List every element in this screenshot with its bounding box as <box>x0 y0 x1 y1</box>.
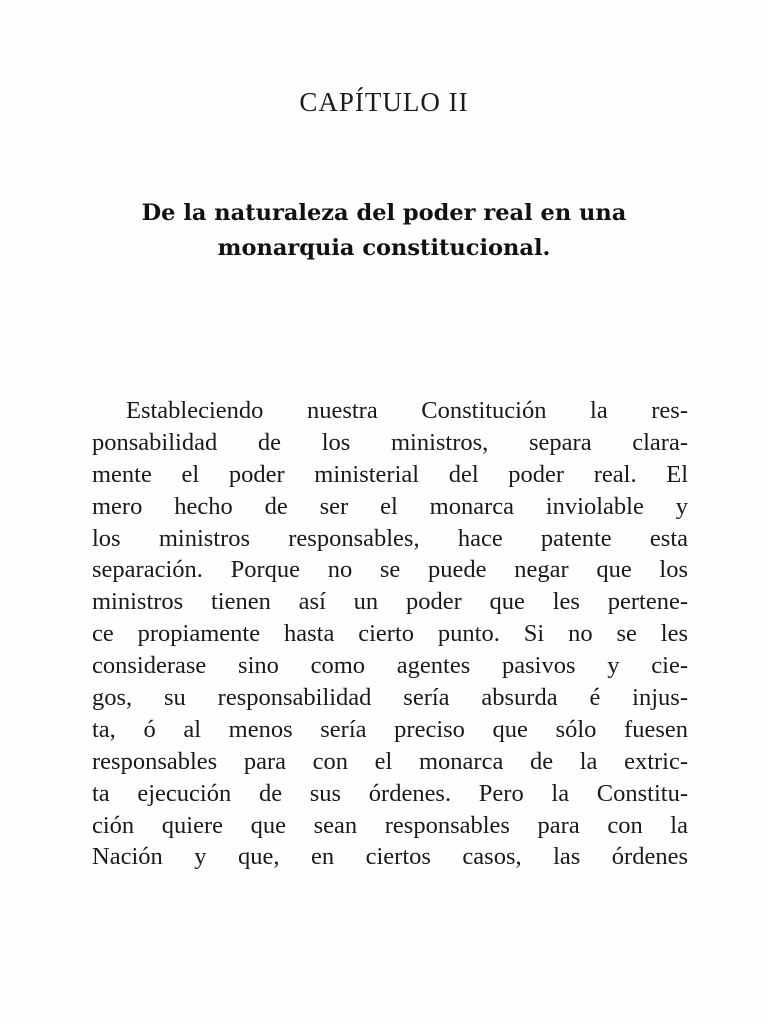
paragraph-line: Estableciendo nuestra Constitución la res- <box>126 397 688 424</box>
paragraph-line: separación. Porque no se puede negar que los <box>92 556 688 584</box>
paragraph-line: ta, ó al menos sería preciso que sólo fuesen <box>92 715 688 743</box>
paragraph-line: ponsabilidad de los ministros, separa clara- <box>92 428 688 456</box>
chapter-title-line: monarquia constitucional. <box>217 235 551 261</box>
paragraph-line: responsables para con el monarca de la extric- <box>92 747 688 775</box>
paragraph-line: ce propiamente hasta cierto punto. Si no se les <box>92 620 688 648</box>
paragraph-line: considerase sino como agentes pasivos y cie- <box>92 652 688 680</box>
paragraph-line: mero hecho de ser el monarca inviolable y <box>92 492 688 520</box>
paragraph-line: ministros tienen así un poder que les pertene- <box>92 588 688 616</box>
paragraph-line: Nación y que, en ciertos casos, las órdenes <box>92 843 688 871</box>
chapter-heading: CAPÍTULO II <box>299 87 469 117</box>
paragraph-line: ta ejecución de sus órdenes. Pero la Constitu- <box>92 779 688 807</box>
chapter-title <box>60 196 708 266</box>
body-paragraph <box>92 395 688 873</box>
paragraph-line: gos, su responsabilidad sería absurda é injus- <box>92 684 688 712</box>
paragraph-line: ción quiere que sean responsables para con la <box>92 811 688 839</box>
paragraph-line: mente el poder ministerial del poder real. El <box>92 460 688 488</box>
paragraph-line: los ministros responsables, hace patente esta <box>92 524 688 552</box>
chapter-title-line: De la naturaleza del poder real en una <box>141 200 627 226</box>
